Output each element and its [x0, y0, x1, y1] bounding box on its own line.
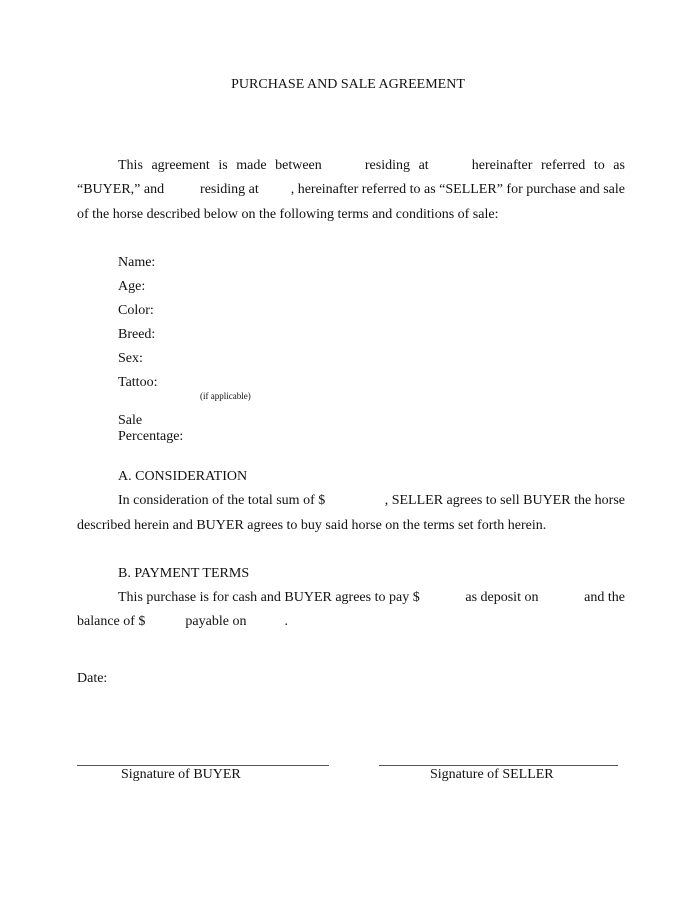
section-a-text: , SELLER agrees to sell BUYER the horse — [384, 493, 625, 508]
deposit-date-blank[interactable] — [551, 590, 571, 606]
total-sum-blank[interactable] — [344, 493, 366, 509]
intro-text: residing — [364, 158, 410, 173]
buyer-signature-line[interactable] — [77, 765, 329, 766]
section-b-text: and the — [584, 590, 625, 605]
field-sex-label: Sex: — [118, 351, 143, 366]
seller-signature-line[interactable] — [379, 765, 618, 766]
intro-text: agreement — [151, 158, 210, 173]
buyer-address-blank[interactable] — [437, 158, 463, 174]
document-title: PURCHASE AND SALE AGREEMENT — [231, 77, 465, 92]
intro-text: “BUYER,” and — [77, 182, 165, 197]
field-sale-label: Sale — [118, 413, 143, 428]
field-percentage-label: Percentage: — [118, 429, 184, 444]
seller-address-blank[interactable] — [262, 182, 288, 198]
intro-text: hereinafter — [471, 158, 533, 173]
seller-name-blank[interactable] — [167, 182, 197, 198]
section-b-text: This purchase is for cash and BUYER agrees to pay $ — [118, 590, 420, 605]
field-color-label: Color: — [118, 303, 154, 318]
section-b-line-2 — [77, 614, 625, 630]
deposit-amount-blank[interactable] — [433, 590, 453, 606]
intro-text: made — [236, 158, 267, 173]
seller-signature-label: Signature of SELLER — [430, 767, 554, 782]
intro-line-3: of the horse described below on the following terms and conditions of sale: — [77, 207, 499, 222]
intro-text: residing at — [200, 182, 259, 197]
intro-text: at — [418, 158, 429, 173]
intro-text: is — [218, 158, 228, 173]
section-b-line-1 — [118, 590, 625, 606]
intro-text: This — [118, 158, 143, 173]
balance-amount-blank[interactable] — [145, 614, 185, 630]
section-b-heading: B. PAYMENT TERMS — [118, 566, 250, 581]
section-a-line-2: described herein and BUYER agrees to buy said horse on the terms set forth herein. — [77, 518, 547, 533]
intro-text: to — [593, 158, 605, 173]
intro-text: as — [613, 158, 625, 173]
balance-date-blank[interactable] — [246, 614, 284, 630]
buyer-signature-label: Signature of BUYER — [121, 767, 241, 782]
section-b-text: payable on — [185, 614, 247, 629]
section-b-text: balance of $ — [77, 614, 146, 629]
section-b-text: . — [284, 614, 288, 629]
intro-line-1 — [118, 158, 625, 174]
field-breed-label: Breed: — [118, 327, 156, 342]
section-a-heading: A. CONSIDERATION — [118, 469, 248, 484]
field-age-label: Age: — [118, 279, 146, 294]
field-name-label: Name: — [118, 255, 156, 270]
buyer-name-blank[interactable] — [330, 158, 356, 174]
tattoo-note: (if applicable) — [200, 391, 251, 401]
field-tattoo-label: Tattoo: — [118, 375, 158, 390]
date-label: Date: — [77, 671, 108, 686]
intro-line-2 — [77, 182, 625, 198]
section-a-text: In consideration of the total sum of $ — [118, 493, 326, 508]
section-a-line-1 — [118, 493, 625, 509]
intro-text: , hereinafter referred to as “SELLER” for purchase and sale — [290, 182, 625, 197]
section-b-text: as deposit on — [465, 590, 539, 605]
intro-text: referred — [540, 158, 586, 173]
intro-text: between — [275, 158, 322, 173]
